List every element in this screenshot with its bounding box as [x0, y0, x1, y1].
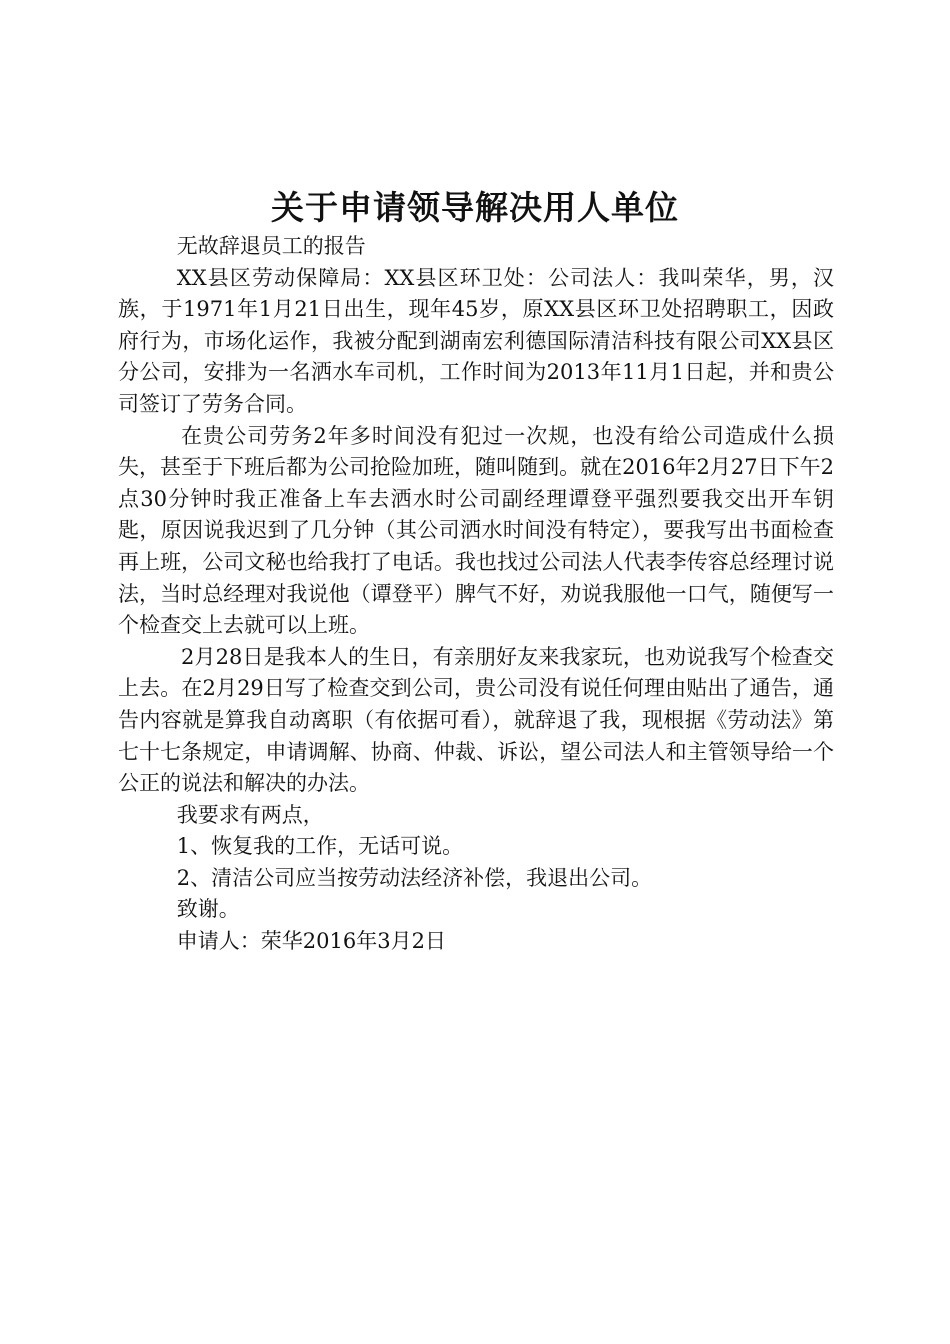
paragraph-introduction: XX县区劳动保障局：XX县区环卫处：公司法人：我叫荣华，男，汉族，于1971年1月21日出生，现年45岁，原XX县区环卫处招聘职工，因政府行为，市场化运作，我被分配到湖南宏利德国际清洁科技有限公司XX县区分公司，安排为一名洒水车司机，工作时间为2013年11月1日起，并和贵公司签订了劳务合同。 — [118, 265, 834, 416]
signature-line: 申请人：荣华2016年3月2日 — [176, 929, 446, 954]
paragraph-dismissal: 2月28日是我本人的生日，有亲朋好友来我家玩，也劝说我写个检查交上去。在2月29日写了检查交到公司，贵公司没有说任何理由贴出了通告，通告内容就是算我自动离职（有依据可看），就辞退了我，现根据《劳动法》第七十七条规定，申请调解、协商、仲裁、诉讼，望公司法人和主管领导给一个公正的说法和解决的办法。 — [118, 644, 834, 796]
subtitle-line: 无故辞退员工的报告 — [176, 234, 366, 258]
request-item-2: 2、清洁公司应当按劳动法经济补偿，我退出公司。 — [176, 865, 653, 890]
document-title: 关于申请领导解决用人单位 — [271, 188, 679, 227]
request-item-1: 1、恢复我的工作，无话可说。 — [176, 834, 464, 859]
closing-thanks: 致谢。 — [176, 897, 240, 922]
paragraph-incident: 在贵公司劳务2年多时间没有犯过一次规，也没有给公司造成什么损失，甚至于下班后都为公司抢险加班，随叫随到。就在2016年2月27日下午2点30分钟时我正准备上车去洒水时公司副经理谭登平强烈要我交出开车钥匙，原因说我迟到了几分钟（其公司洒水时间没有特定），要我写出书面检查再上班，公司文秘也给我打了电话。我也找过公司法人代表李传容总经理讨说法，当时总经理对我说他（谭登平）脾气不好，劝说我服他一口气，随便写一个检查交上去就可以上班。 — [118, 423, 834, 638]
requests-intro: 我要求有两点， — [176, 802, 324, 827]
document-body — [118, 231, 834, 958]
